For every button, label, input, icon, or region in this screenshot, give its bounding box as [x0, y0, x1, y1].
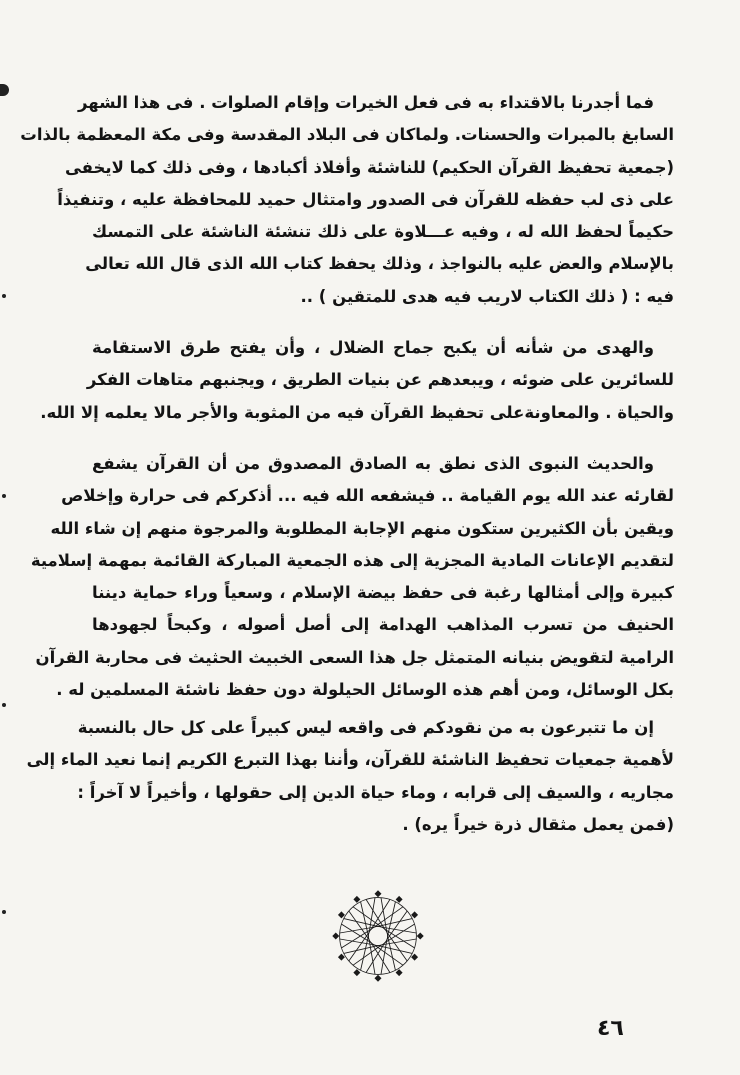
text-line: لتقديم الإعانات المادية المجزية إلى هذه الجمعية المباركة القائمة بمهمة إسلامية	[30, 550, 674, 570]
text-line: والحديث النبوى الذى نطق به الصادق المصدوق من أن القرآن يشفع	[92, 454, 654, 473]
text-line: مجاريه ، والسيف إلى قرابه ، وماء حياة الدين إلى حقولها ، وأخيراً لا آخراً :	[77, 782, 674, 802]
text-line: كبيرة وإلى أمثالها رغبة فى حفظ بيضة الإسلام ، وسعياً وراء حماية ديننا	[92, 583, 674, 603]
text-line: السابغ بالمبرات والحسنات. ولماكان فى البلاد المقدسة وفى مكة المعظمة بالذات	[20, 125, 674, 145]
text-line: على ذى لب حفظه للقرآن فى الصدور وامتثال حميد للمحافظة عليه ، وتنفيذاً	[57, 189, 674, 209]
binding-dot	[2, 910, 6, 914]
paragraph-1	[20, 87, 674, 313]
text-line: الرامية لتقويض بنيانه المتمثل جل هذا السعى الخبيث الحثيث فى محاربة القرآن	[35, 647, 674, 667]
text-line: فما أجدرنا بالاقتداء به فى فعل الخيرات وإقام الصلوات . فى هذا الشهر	[78, 93, 654, 112]
text-line: حكيماً لحفظ الله له ، وفيه عـــلاوة على ذلك تنشئة الناشئة على التمسك	[92, 222, 674, 242]
text-line: الحنيف من تسرب المذاهب الهدامة إلى أصل أصوله ، وكبحاً لجهودها	[92, 615, 674, 635]
text-line: لقارئه عند الله يوم القيامة .. فيشفعه الله فيه ... أذكركم فى حرارة وإخلاص	[61, 486, 674, 506]
text-line: والهدى من شأنه أن يكبح جماح الضلال ، وأن يفتح طرق الاستقامة	[92, 338, 654, 357]
binding-dot	[2, 703, 6, 707]
text-line: بكل الوسائل، ومن أهم هذه الوسائل الحيلولة دون حفظ ناشئة المسلمين له .	[56, 680, 674, 700]
binding-dot	[2, 294, 6, 298]
binding-mark	[0, 84, 9, 96]
text-line: ويقين بأن الكثيرين ستكون منهم الإجابة المطلوبة والمرجوة منهم إن شاء الله	[50, 518, 674, 538]
paragraph-4	[26, 712, 674, 841]
text-line: بالإسلام والعض عليه بالنواجذ ، وذلك يحفظ كتاب الله الذى قال الله تعالى	[85, 254, 674, 274]
paragraph-3	[30, 448, 674, 706]
paragraph-2	[40, 332, 674, 429]
text-line: فيه : ( ذلك الكتاب لاريب فيه هدى للمتقين ) ..	[300, 286, 674, 306]
text-line: (فمن يعمل مثقال ذرة خيراً يره) .	[402, 814, 674, 834]
page-number: ٤٦	[597, 1016, 624, 1041]
text-line: لأهمية جمعيات تحفيظ الناشئة للقرآن، وأننا بهذا التبرع الكريم إنما نعيد الماء إلى	[26, 750, 674, 770]
text-line: والحياة . والمعاونةعلى تحفيظ القرآن فيه من المثوبة والأجر مالا يعلمه إلا الله.	[40, 402, 674, 422]
text-line: للسائرين على ضوئه ، ويبعدهم عن بنيات الطريق ، ويجنبهم متاهات الفكر	[86, 370, 674, 390]
geometric-rosette-ornament-icon	[330, 888, 426, 984]
text-line: إن ما تتبرعون به من نقودكم فى واقعه ليس كبيراً على كل حال بالنسبة	[77, 718, 654, 737]
text-line: (جمعية تحفيظ القرآن الحكيم) للناشئة وأفلاذ أكبادها ، وفى ذلك كما لايخفى	[64, 157, 674, 177]
binding-dot	[2, 494, 6, 498]
